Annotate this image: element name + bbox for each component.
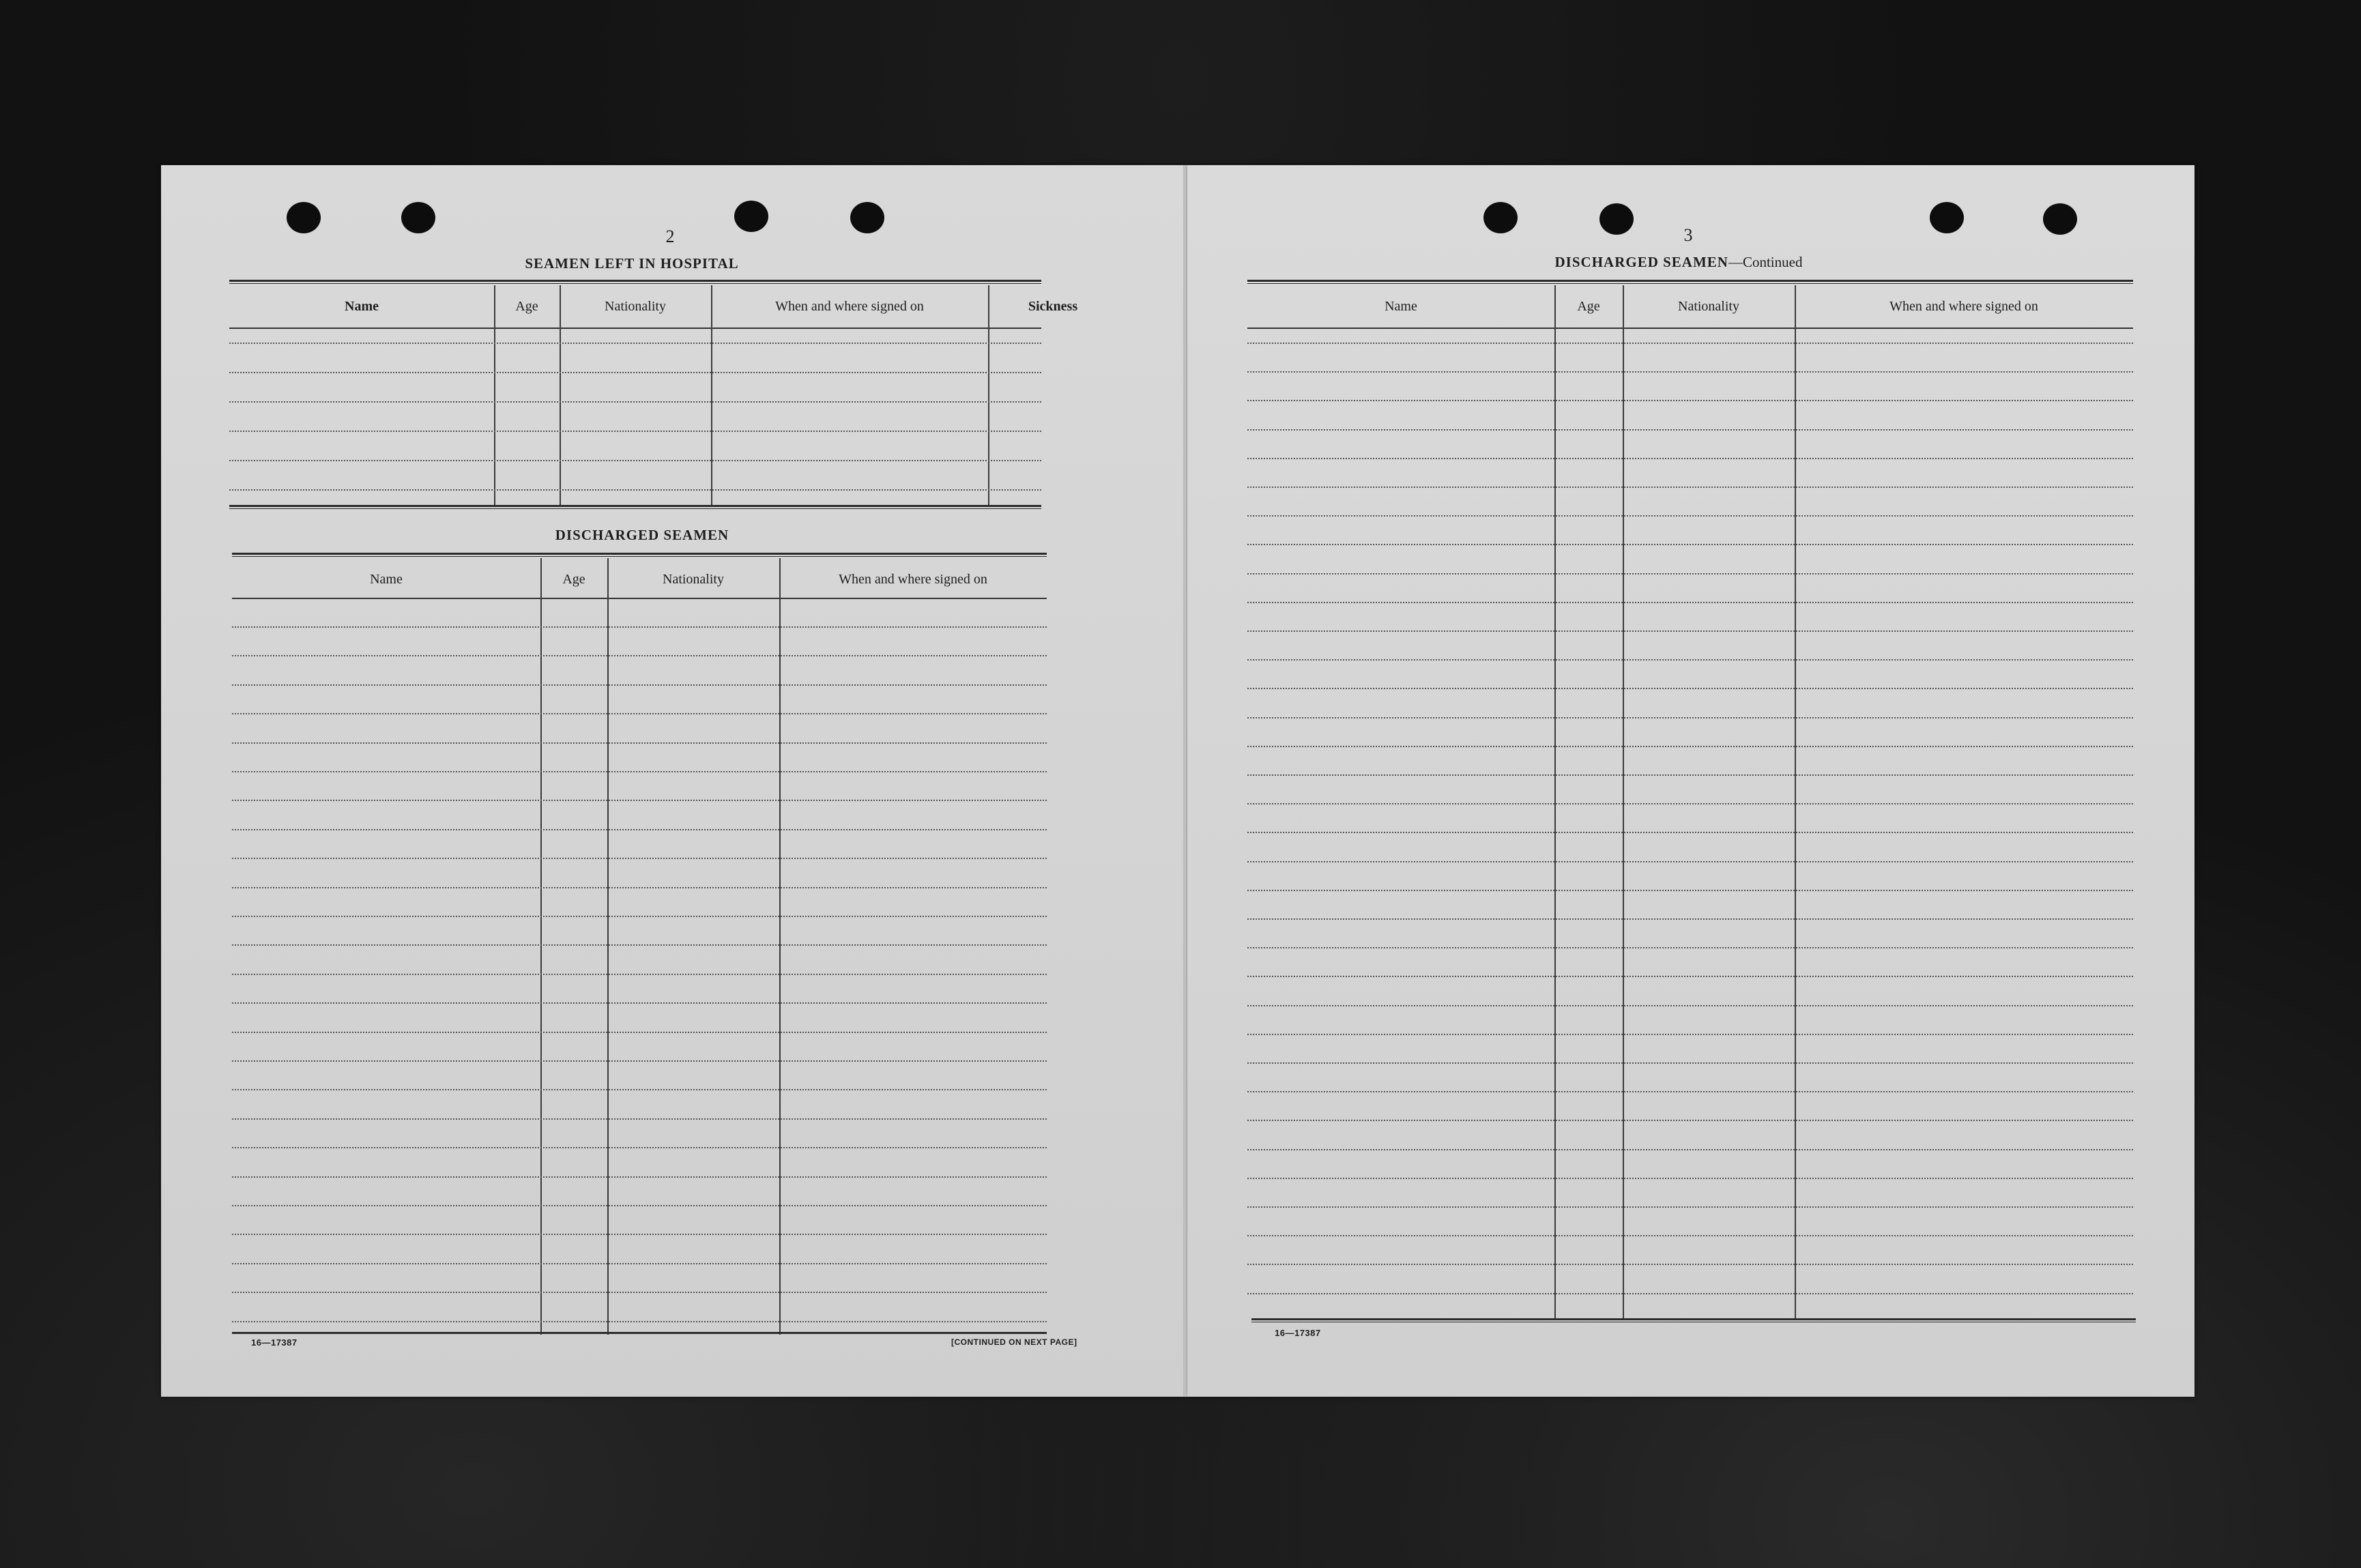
column-divider xyxy=(494,285,495,505)
page-number: 3 xyxy=(1683,225,1693,245)
ruled-row-line xyxy=(1247,1005,2133,1006)
ruled-row-line xyxy=(1247,487,2133,488)
ruled-row-line xyxy=(1247,688,2133,689)
column-divider xyxy=(607,558,609,1335)
col-header-name: Name xyxy=(370,572,403,587)
ruled-row-line xyxy=(1247,659,2133,660)
ruled-row-line xyxy=(1247,1091,2133,1092)
discharged-table xyxy=(232,558,1047,1335)
punch-hole xyxy=(1483,202,1518,233)
ruled-row-line xyxy=(1247,1235,2133,1236)
ruled-row-line xyxy=(1247,890,2133,891)
ruled-row-line xyxy=(229,343,1041,344)
discharged-continued-title xyxy=(1474,254,1883,271)
column-divider xyxy=(540,558,542,1335)
ruled-row-line xyxy=(1247,602,2133,603)
ruled-row-line xyxy=(232,858,1047,859)
column-divider xyxy=(711,285,712,505)
ruled-row-line xyxy=(232,1292,1047,1293)
left-page xyxy=(161,165,1185,1397)
ruled-row-line xyxy=(232,944,1047,946)
ruled-row-line xyxy=(1247,746,2133,747)
ruled-row-line xyxy=(1247,1264,2133,1265)
discharged-top-rule xyxy=(232,553,1047,557)
ruled-row-line xyxy=(229,460,1041,461)
ruled-row-line xyxy=(1247,515,2133,517)
ruled-row-line xyxy=(232,655,1047,656)
col-header-name: Name xyxy=(345,299,379,314)
ruled-row-line xyxy=(232,1321,1047,1322)
punch-hole xyxy=(2043,203,2077,235)
ruled-row-line xyxy=(1247,861,2133,862)
col-header-nationality: Nationality xyxy=(663,572,724,587)
ruled-row-line xyxy=(229,401,1041,403)
column-divider xyxy=(1554,285,1556,1320)
ruled-row-line xyxy=(229,372,1041,373)
ruled-row-line xyxy=(1247,371,2133,373)
form-number: 16—17387 xyxy=(1275,1328,1321,1338)
punch-hole xyxy=(1599,203,1634,235)
ruled-row-line xyxy=(1247,1062,2133,1064)
ruled-row-line xyxy=(1247,544,2133,545)
ruled-row-line xyxy=(1247,976,2133,977)
col-header-age: Age xyxy=(562,572,585,587)
discharged-section-title: DISCHARGED SEAMEN xyxy=(555,527,729,543)
right-page xyxy=(1187,165,2195,1397)
hospital-table xyxy=(229,285,1078,505)
ruled-row-line xyxy=(1247,1034,2133,1035)
title-suffix: —Continued xyxy=(1728,254,1803,270)
header-underline xyxy=(232,598,1047,599)
ruled-row-line xyxy=(232,742,1047,744)
punch-hole xyxy=(401,202,435,233)
hospital-top-rule xyxy=(229,280,1041,284)
column-divider xyxy=(988,285,989,505)
ruled-row-line xyxy=(232,1060,1047,1062)
column-divider xyxy=(1623,285,1624,1320)
ruled-row-line xyxy=(1247,1149,2133,1150)
punch-hole xyxy=(850,202,884,233)
ruled-row-line xyxy=(232,1263,1047,1264)
ruled-row-line xyxy=(1247,774,2133,776)
ruled-row-line xyxy=(1247,918,2133,920)
ruled-row-line xyxy=(1247,1206,2133,1208)
discharged-bottom-rule xyxy=(232,1332,1047,1334)
ruled-row-line xyxy=(1247,630,2133,632)
header-underline xyxy=(229,328,1041,329)
col-header-age: Age xyxy=(1577,299,1600,314)
ruled-row-line xyxy=(1247,458,2133,459)
ruled-row-line xyxy=(232,1147,1047,1148)
ruled-row-line xyxy=(1247,400,2133,401)
header-underline xyxy=(1247,328,2133,329)
col-header-signed-on: When and where signed on xyxy=(839,572,987,587)
continued-note: [CONTINUED ON NEXT PAGE] xyxy=(951,1337,1077,1347)
ruled-row-line xyxy=(232,1089,1047,1090)
col-header-signed-on: When and where signed on xyxy=(775,299,924,314)
col-header-sickness: Sickness xyxy=(1028,299,1078,314)
col-header-nationality: Nationality xyxy=(1678,299,1739,314)
ruled-row-line xyxy=(232,1002,1047,1004)
ruled-row-line xyxy=(1247,1120,2133,1121)
column-divider xyxy=(1795,285,1796,1320)
ruled-row-line xyxy=(232,1118,1047,1120)
page-number: 2 xyxy=(665,227,675,246)
column-divider xyxy=(560,285,561,505)
punch-hole xyxy=(1930,202,1964,233)
ruled-row-line xyxy=(232,626,1047,628)
ruled-row-line xyxy=(232,916,1047,917)
continued-table xyxy=(1247,285,2133,1320)
col-header-signed-on: When and where signed on xyxy=(1889,299,2038,314)
ruled-row-line xyxy=(232,887,1047,888)
col-header-nationality: Nationality xyxy=(605,299,666,314)
punch-hole xyxy=(734,201,768,232)
ruled-row-line xyxy=(1247,1178,2133,1179)
form-number: 16—17387 xyxy=(251,1337,298,1348)
hospital-bottom-rule xyxy=(229,505,1041,509)
ruled-row-line xyxy=(1247,429,2133,431)
ruled-row-line xyxy=(1247,717,2133,718)
hospital-section-title: SEAMEN LEFT IN HOSPITAL xyxy=(525,255,739,272)
continued-bottom-rule xyxy=(1251,1318,2136,1322)
ruled-row-line xyxy=(1247,343,2133,344)
ruled-row-line xyxy=(232,713,1047,714)
ruled-row-line xyxy=(232,800,1047,801)
ruled-row-line xyxy=(232,771,1047,772)
ruled-row-line xyxy=(232,1032,1047,1033)
ruled-row-line xyxy=(232,1205,1047,1206)
ruled-row-line xyxy=(232,829,1047,830)
title-main: DISCHARGED SEAMEN xyxy=(1554,254,1728,270)
continued-top-rule xyxy=(1247,280,2133,284)
ruled-row-line xyxy=(232,1234,1047,1235)
col-header-name: Name xyxy=(1385,299,1417,314)
ruled-row-line xyxy=(1247,1293,2133,1294)
ruled-row-line xyxy=(229,489,1041,491)
ruled-row-line xyxy=(1247,832,2133,833)
ruled-row-line xyxy=(232,974,1047,975)
ruled-row-line xyxy=(232,1176,1047,1178)
ruled-row-line xyxy=(229,431,1041,432)
column-divider xyxy=(779,558,781,1335)
ruled-row-line xyxy=(1247,803,2133,804)
col-header-age: Age xyxy=(515,299,538,314)
ruled-row-line xyxy=(1247,947,2133,948)
ruled-row-line xyxy=(232,684,1047,686)
ruled-row-line xyxy=(1247,573,2133,575)
punch-hole xyxy=(287,202,321,233)
